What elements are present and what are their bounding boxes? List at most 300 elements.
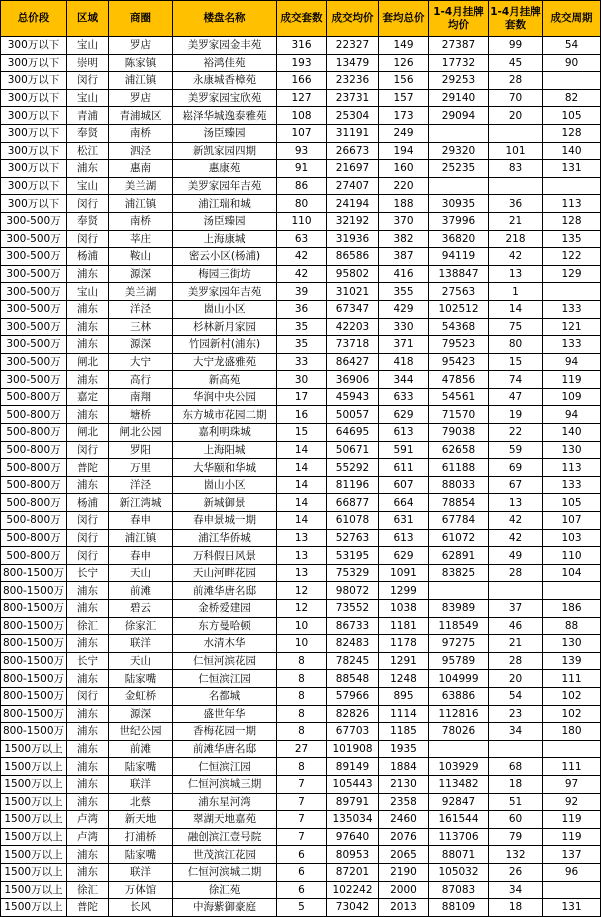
table-body bbox=[1, 37, 601, 917]
table-row bbox=[1, 811, 601, 829]
cell-price-range: 500-800万 bbox=[1, 441, 67, 459]
cell-estate-name: 中海紫御豪庭 bbox=[173, 899, 277, 917]
cell-estate-name: 大华颐和华城 bbox=[173, 459, 277, 477]
cell-listing-count: 36 bbox=[489, 195, 543, 213]
cell-business-area: 源深 bbox=[109, 336, 173, 354]
cell-deal-cycle: 128 bbox=[543, 124, 601, 142]
cell-business-area: 罗阳 bbox=[109, 441, 173, 459]
cell-estate-name: 汤臣臻园 bbox=[173, 124, 277, 142]
cell-estate-name: 梅园三街坊 bbox=[173, 265, 277, 283]
cell-listing-avg-price: 161544 bbox=[429, 811, 489, 829]
cell-avg-total-price: 664 bbox=[379, 494, 429, 512]
cell-avg-deal-price: 53195 bbox=[327, 547, 379, 565]
cell-business-area: 陆家嘴 bbox=[109, 758, 173, 776]
cell-estate-name: 上海阳城 bbox=[173, 441, 277, 459]
cell-estate-name: 天山河畔花园 bbox=[173, 564, 277, 582]
table-row bbox=[1, 740, 601, 758]
cell-estate-name: 仁恒滨江园 bbox=[173, 670, 277, 688]
cell-deal-cycle bbox=[543, 582, 601, 600]
cell-listing-avg-price: 88109 bbox=[429, 899, 489, 917]
cell-deal-count: 86 bbox=[277, 177, 327, 195]
cell-listing-count bbox=[489, 740, 543, 758]
cell-business-area: 鞍山 bbox=[109, 248, 173, 266]
cell-listing-count bbox=[489, 177, 543, 195]
cell-price-range: 1500万以上 bbox=[1, 740, 67, 758]
cell-avg-total-price: 220 bbox=[379, 177, 429, 195]
cell-district: 浦东 bbox=[67, 300, 109, 318]
cell-listing-count: 49 bbox=[489, 547, 543, 565]
cell-avg-total-price: 126 bbox=[379, 54, 429, 72]
cell-avg-deal-price: 23236 bbox=[327, 72, 379, 90]
cell-district: 闵行 bbox=[67, 195, 109, 213]
cell-business-area: 闸北公园 bbox=[109, 424, 173, 442]
cell-deal-count: 13 bbox=[277, 547, 327, 565]
cell-estate-name: 美罗家园年吉苑 bbox=[173, 283, 277, 301]
cell-avg-deal-price: 31936 bbox=[327, 230, 379, 248]
cell-avg-total-price: 2460 bbox=[379, 811, 429, 829]
cell-price-range: 800-1500万 bbox=[1, 723, 67, 741]
cell-estate-name: 水清木华 bbox=[173, 635, 277, 653]
cell-price-range: 300万以下 bbox=[1, 107, 67, 125]
cell-avg-deal-price: 73552 bbox=[327, 600, 379, 618]
cell-price-range: 300-500万 bbox=[1, 230, 67, 248]
cell-business-area: 长风 bbox=[109, 899, 173, 917]
cell-listing-avg-price bbox=[429, 124, 489, 142]
table-row bbox=[1, 459, 601, 477]
table-row bbox=[1, 300, 601, 318]
cell-avg-deal-price: 101908 bbox=[327, 740, 379, 758]
cell-deal-count: 15 bbox=[277, 424, 327, 442]
cell-avg-deal-price: 95802 bbox=[327, 265, 379, 283]
cell-listing-avg-price: 102512 bbox=[429, 300, 489, 318]
table-row bbox=[1, 635, 601, 653]
cell-avg-deal-price: 23731 bbox=[327, 89, 379, 107]
cell-district: 闵行 bbox=[67, 512, 109, 530]
cell-deal-cycle: 130 bbox=[543, 635, 601, 653]
cell-avg-total-price: 330 bbox=[379, 318, 429, 336]
cell-estate-name: 上海康城 bbox=[173, 230, 277, 248]
cell-business-area: 联洋 bbox=[109, 863, 173, 881]
cell-avg-deal-price: 50671 bbox=[327, 441, 379, 459]
cell-business-area: 大宁 bbox=[109, 353, 173, 371]
cell-avg-total-price: 249 bbox=[379, 124, 429, 142]
cell-avg-total-price: 613 bbox=[379, 529, 429, 547]
table-row bbox=[1, 124, 601, 142]
table-row bbox=[1, 793, 601, 811]
cell-deal-count: 13 bbox=[277, 529, 327, 547]
cell-avg-deal-price: 86733 bbox=[327, 617, 379, 635]
cell-listing-count: 19 bbox=[489, 406, 543, 424]
cell-district: 浦东 bbox=[67, 265, 109, 283]
cell-estate-name: 世茂滨江花园 bbox=[173, 846, 277, 864]
cell-district: 杨浦 bbox=[67, 248, 109, 266]
cell-listing-count: 42 bbox=[489, 248, 543, 266]
cell-deal-cycle: 107 bbox=[543, 512, 601, 530]
cell-avg-deal-price: 25304 bbox=[327, 107, 379, 125]
cell-avg-deal-price: 22327 bbox=[327, 37, 379, 55]
cell-district: 普陀 bbox=[67, 459, 109, 477]
cell-listing-avg-price: 92847 bbox=[429, 793, 489, 811]
cell-listing-avg-price: 104999 bbox=[429, 670, 489, 688]
cell-price-range: 300-500万 bbox=[1, 212, 67, 230]
cell-avg-deal-price: 81196 bbox=[327, 476, 379, 494]
column-header-deal-cycle: 成交周期 bbox=[543, 1, 601, 37]
cell-business-area: 天山 bbox=[109, 652, 173, 670]
cell-business-area: 北蔡 bbox=[109, 793, 173, 811]
cell-district: 浦东 bbox=[67, 705, 109, 723]
cell-deal-cycle: 97 bbox=[543, 775, 601, 793]
cell-avg-total-price: 629 bbox=[379, 406, 429, 424]
cell-price-range: 300万以下 bbox=[1, 160, 67, 178]
cell-business-area: 罗店 bbox=[109, 37, 173, 55]
cell-listing-avg-price: 95423 bbox=[429, 353, 489, 371]
cell-listing-count: 60 bbox=[489, 811, 543, 829]
cell-estate-name: 融创滨江壹号院 bbox=[173, 828, 277, 846]
cell-deal-cycle bbox=[543, 283, 601, 301]
cell-avg-deal-price: 26673 bbox=[327, 142, 379, 160]
cell-deal-count: 42 bbox=[277, 265, 327, 283]
cell-district: 闸北 bbox=[67, 424, 109, 442]
table-row bbox=[1, 828, 601, 846]
cell-estate-name: 春申景城一期 bbox=[173, 512, 277, 530]
cell-price-range: 300-500万 bbox=[1, 300, 67, 318]
cell-estate-name: 万科假日风景 bbox=[173, 547, 277, 565]
cell-price-range: 300万以下 bbox=[1, 177, 67, 195]
cell-listing-count: 21 bbox=[489, 635, 543, 653]
cell-district: 闵行 bbox=[67, 230, 109, 248]
cell-deal-count: 8 bbox=[277, 705, 327, 723]
cell-listing-avg-price: 138847 bbox=[429, 265, 489, 283]
table-row bbox=[1, 212, 601, 230]
table-row bbox=[1, 265, 601, 283]
cell-deal-cycle: 102 bbox=[543, 687, 601, 705]
cell-estate-name: 名都城 bbox=[173, 687, 277, 705]
cell-deal-cycle: 94 bbox=[543, 406, 601, 424]
cell-listing-avg-price: 29320 bbox=[429, 142, 489, 160]
cell-business-area: 徐家汇 bbox=[109, 617, 173, 635]
table-row bbox=[1, 617, 601, 635]
cell-avg-total-price: 629 bbox=[379, 547, 429, 565]
cell-business-area: 陆家嘴 bbox=[109, 670, 173, 688]
table-row bbox=[1, 494, 601, 512]
cell-avg-deal-price: 86427 bbox=[327, 353, 379, 371]
cell-avg-total-price: 2000 bbox=[379, 881, 429, 899]
cell-price-range: 1500万以上 bbox=[1, 846, 67, 864]
cell-deal-cycle: 111 bbox=[543, 758, 601, 776]
cell-avg-total-price: 607 bbox=[379, 476, 429, 494]
cell-district: 宝山 bbox=[67, 283, 109, 301]
cell-price-range: 800-1500万 bbox=[1, 652, 67, 670]
cell-price-range: 300-500万 bbox=[1, 318, 67, 336]
table-row bbox=[1, 248, 601, 266]
cell-business-area: 世纪公园 bbox=[109, 723, 173, 741]
cell-avg-deal-price: 64695 bbox=[327, 424, 379, 442]
cell-estate-name: 新高苑 bbox=[173, 371, 277, 389]
column-header-business-area: 商圈 bbox=[109, 1, 173, 37]
cell-deal-count: 110 bbox=[277, 212, 327, 230]
cell-listing-avg-price: 79038 bbox=[429, 424, 489, 442]
cell-listing-avg-price: 61072 bbox=[429, 529, 489, 547]
cell-deal-count: 5 bbox=[277, 899, 327, 917]
cell-listing-count: 26 bbox=[489, 863, 543, 881]
cell-deal-cycle: 96 bbox=[543, 863, 601, 881]
cell-district: 宝山 bbox=[67, 37, 109, 55]
cell-avg-total-price: 1181 bbox=[379, 617, 429, 635]
cell-avg-total-price: 429 bbox=[379, 300, 429, 318]
table-row bbox=[1, 336, 601, 354]
cell-avg-deal-price: 78245 bbox=[327, 652, 379, 670]
table-row bbox=[1, 318, 601, 336]
cell-deal-cycle: 131 bbox=[543, 899, 601, 917]
cell-district: 浦东 bbox=[67, 846, 109, 864]
cell-listing-avg-price: 113482 bbox=[429, 775, 489, 793]
cell-district: 奉贤 bbox=[67, 124, 109, 142]
cell-deal-count: 35 bbox=[277, 336, 327, 354]
cell-business-area: 前滩 bbox=[109, 582, 173, 600]
cell-listing-avg-price: 27563 bbox=[429, 283, 489, 301]
cell-district: 长宁 bbox=[67, 564, 109, 582]
cell-listing-avg-price: 79523 bbox=[429, 336, 489, 354]
cell-deal-count: 107 bbox=[277, 124, 327, 142]
table-row bbox=[1, 406, 601, 424]
cell-deal-count: 27 bbox=[277, 740, 327, 758]
cell-price-range: 1500万以上 bbox=[1, 758, 67, 776]
cell-listing-avg-price: 95789 bbox=[429, 652, 489, 670]
cell-listing-count: 46 bbox=[489, 617, 543, 635]
cell-avg-deal-price: 82483 bbox=[327, 635, 379, 653]
cell-listing-count: 13 bbox=[489, 265, 543, 283]
cell-district: 嘉定 bbox=[67, 388, 109, 406]
cell-avg-total-price: 633 bbox=[379, 388, 429, 406]
cell-avg-deal-price: 75329 bbox=[327, 564, 379, 582]
cell-district: 闵行 bbox=[67, 441, 109, 459]
cell-district: 浦东 bbox=[67, 318, 109, 336]
cell-deal-count: 166 bbox=[277, 72, 327, 90]
cell-avg-deal-price: 89791 bbox=[327, 793, 379, 811]
cell-business-area: 陈家镇 bbox=[109, 54, 173, 72]
table-row bbox=[1, 652, 601, 670]
cell-deal-count: 91 bbox=[277, 160, 327, 178]
cell-business-area: 塘桥 bbox=[109, 406, 173, 424]
cell-listing-avg-price: 71570 bbox=[429, 406, 489, 424]
cell-listing-avg-price: 113706 bbox=[429, 828, 489, 846]
cell-avg-deal-price: 67703 bbox=[327, 723, 379, 741]
column-header-avg-deal-price: 成交均价 bbox=[327, 1, 379, 37]
cell-avg-deal-price: 57966 bbox=[327, 687, 379, 705]
cell-deal-cycle: 139 bbox=[543, 652, 601, 670]
table-row bbox=[1, 547, 601, 565]
cell-deal-count: 39 bbox=[277, 283, 327, 301]
cell-avg-total-price: 1248 bbox=[379, 670, 429, 688]
cell-district: 闵行 bbox=[67, 72, 109, 90]
cell-listing-count bbox=[489, 582, 543, 600]
cell-deal-count: 12 bbox=[277, 582, 327, 600]
cell-district: 徐汇 bbox=[67, 881, 109, 899]
column-header-listing-count: 1-4月挂牌套数 bbox=[489, 1, 543, 37]
cell-deal-cycle: 140 bbox=[543, 424, 601, 442]
cell-listing-count: 42 bbox=[489, 529, 543, 547]
cell-avg-total-price: 160 bbox=[379, 160, 429, 178]
cell-deal-count: 8 bbox=[277, 687, 327, 705]
cell-deal-cycle: 92 bbox=[543, 793, 601, 811]
cell-deal-count: 127 bbox=[277, 89, 327, 107]
cell-avg-total-price: 1114 bbox=[379, 705, 429, 723]
cell-price-range: 300万以下 bbox=[1, 124, 67, 142]
cell-district: 浦东 bbox=[67, 793, 109, 811]
cell-avg-deal-price: 13479 bbox=[327, 54, 379, 72]
cell-avg-deal-price: 66877 bbox=[327, 494, 379, 512]
cell-avg-total-price: 156 bbox=[379, 72, 429, 90]
cell-avg-deal-price: 24194 bbox=[327, 195, 379, 213]
cell-price-range: 300-500万 bbox=[1, 283, 67, 301]
cell-listing-count: 68 bbox=[489, 758, 543, 776]
cell-deal-count: 16 bbox=[277, 406, 327, 424]
cell-listing-count: 14 bbox=[489, 300, 543, 318]
cell-deal-count: 7 bbox=[277, 811, 327, 829]
cell-deal-cycle: 105 bbox=[543, 107, 601, 125]
cell-listing-count: 218 bbox=[489, 230, 543, 248]
cell-deal-cycle bbox=[543, 177, 601, 195]
cell-business-area: 万体馆 bbox=[109, 881, 173, 899]
cell-listing-count: 79 bbox=[489, 828, 543, 846]
cell-price-range: 500-800万 bbox=[1, 388, 67, 406]
cell-listing-count: 83 bbox=[489, 160, 543, 178]
cell-district: 杨浦 bbox=[67, 494, 109, 512]
cell-listing-count: 75 bbox=[489, 318, 543, 336]
cell-district: 浦东 bbox=[67, 758, 109, 776]
cell-price-range: 500-800万 bbox=[1, 512, 67, 530]
cell-deal-cycle: 140 bbox=[543, 142, 601, 160]
cell-price-range: 500-800万 bbox=[1, 476, 67, 494]
cell-district: 浦东 bbox=[67, 336, 109, 354]
cell-price-range: 1500万以上 bbox=[1, 793, 67, 811]
cell-deal-cycle: 121 bbox=[543, 318, 601, 336]
cell-deal-count: 35 bbox=[277, 318, 327, 336]
cell-listing-count: 101 bbox=[489, 142, 543, 160]
cell-estate-name: 浦江华侨城 bbox=[173, 529, 277, 547]
column-header-estate-name: 楼盘名称 bbox=[173, 1, 277, 37]
cell-listing-count: 74 bbox=[489, 371, 543, 389]
cell-price-range: 500-800万 bbox=[1, 424, 67, 442]
cell-district: 浦东 bbox=[67, 600, 109, 618]
cell-listing-count: 67 bbox=[489, 476, 543, 494]
cell-avg-deal-price: 88548 bbox=[327, 670, 379, 688]
cell-district: 普陀 bbox=[67, 899, 109, 917]
cell-avg-deal-price: 61078 bbox=[327, 512, 379, 530]
cell-district: 浦东 bbox=[67, 863, 109, 881]
cell-price-range: 300-500万 bbox=[1, 353, 67, 371]
cell-avg-total-price: 1178 bbox=[379, 635, 429, 653]
cell-deal-cycle: 88 bbox=[543, 617, 601, 635]
cell-business-area: 南桥 bbox=[109, 124, 173, 142]
cell-listing-avg-price: 83989 bbox=[429, 600, 489, 618]
cell-deal-cycle: 111 bbox=[543, 670, 601, 688]
cell-price-range: 800-1500万 bbox=[1, 635, 67, 653]
cell-avg-total-price: 611 bbox=[379, 459, 429, 477]
cell-avg-total-price: 1291 bbox=[379, 652, 429, 670]
table-row bbox=[1, 371, 601, 389]
cell-estate-name: 美罗家园宝欣苑 bbox=[173, 89, 277, 107]
cell-deal-count: 17 bbox=[277, 388, 327, 406]
cell-deal-count: 8 bbox=[277, 670, 327, 688]
cell-business-area: 陆家嘴 bbox=[109, 846, 173, 864]
cell-estate-name: 华润中央公园 bbox=[173, 388, 277, 406]
cell-business-area: 南翔 bbox=[109, 388, 173, 406]
cell-listing-avg-price: 88071 bbox=[429, 846, 489, 864]
cell-avg-total-price: 194 bbox=[379, 142, 429, 160]
cell-deal-cycle bbox=[543, 740, 601, 758]
cell-listing-avg-price bbox=[429, 582, 489, 600]
table-row bbox=[1, 424, 601, 442]
cell-avg-deal-price: 97640 bbox=[327, 828, 379, 846]
cell-price-range: 500-800万 bbox=[1, 406, 67, 424]
cell-listing-avg-price: 29253 bbox=[429, 72, 489, 90]
cell-listing-count: 18 bbox=[489, 775, 543, 793]
table-row bbox=[1, 37, 601, 55]
cell-district: 闵行 bbox=[67, 529, 109, 547]
column-header-price-range: 总价段 bbox=[1, 1, 67, 37]
cell-deal-count: 7 bbox=[277, 775, 327, 793]
cell-listing-avg-price: 30935 bbox=[429, 195, 489, 213]
cell-estate-name: 香梅花园一期 bbox=[173, 723, 277, 741]
cell-price-range: 300万以下 bbox=[1, 89, 67, 107]
cell-listing-count: 28 bbox=[489, 564, 543, 582]
cell-avg-total-price: 613 bbox=[379, 424, 429, 442]
table-row bbox=[1, 388, 601, 406]
cell-avg-total-price: 2076 bbox=[379, 828, 429, 846]
cell-avg-total-price: 591 bbox=[379, 441, 429, 459]
cell-avg-deal-price: 50057 bbox=[327, 406, 379, 424]
cell-district: 长宁 bbox=[67, 652, 109, 670]
table-row bbox=[1, 863, 601, 881]
cell-business-area: 金虹桥 bbox=[109, 687, 173, 705]
cell-price-range: 300万以下 bbox=[1, 54, 67, 72]
cell-district: 宝山 bbox=[67, 89, 109, 107]
cell-estate-name: 崮山小区 bbox=[173, 476, 277, 494]
table-row bbox=[1, 54, 601, 72]
cell-avg-total-price: 631 bbox=[379, 512, 429, 530]
cell-listing-count: 45 bbox=[489, 54, 543, 72]
cell-deal-cycle: 119 bbox=[543, 371, 601, 389]
cell-estate-name: 仁恒河滨花园 bbox=[173, 652, 277, 670]
cell-deal-cycle: 90 bbox=[543, 54, 601, 72]
cell-price-range: 800-1500万 bbox=[1, 564, 67, 582]
cell-deal-cycle: 119 bbox=[543, 811, 601, 829]
cell-deal-cycle: 130 bbox=[543, 441, 601, 459]
cell-district: 浦东 bbox=[67, 582, 109, 600]
cell-avg-deal-price: 42203 bbox=[327, 318, 379, 336]
cell-avg-total-price: 344 bbox=[379, 371, 429, 389]
cell-deal-count: 30 bbox=[277, 371, 327, 389]
cell-price-range: 300万以下 bbox=[1, 142, 67, 160]
cell-deal-cycle: 131 bbox=[543, 160, 601, 178]
cell-district: 徐汇 bbox=[67, 617, 109, 635]
cell-listing-count: 20 bbox=[489, 670, 543, 688]
cell-district: 闵行 bbox=[67, 687, 109, 705]
cell-listing-avg-price: 54561 bbox=[429, 388, 489, 406]
cell-avg-deal-price: 73718 bbox=[327, 336, 379, 354]
cell-district: 崇明 bbox=[67, 54, 109, 72]
table-row bbox=[1, 775, 601, 793]
cell-avg-total-price: 2358 bbox=[379, 793, 429, 811]
cell-listing-count: 69 bbox=[489, 459, 543, 477]
cell-deal-cycle: 137 bbox=[543, 846, 601, 864]
cell-estate-name: 竹园新村(浦东) bbox=[173, 336, 277, 354]
cell-deal-count: 63 bbox=[277, 230, 327, 248]
cell-business-area: 南桥 bbox=[109, 212, 173, 230]
cell-avg-total-price: 188 bbox=[379, 195, 429, 213]
cell-price-range: 300-500万 bbox=[1, 248, 67, 266]
